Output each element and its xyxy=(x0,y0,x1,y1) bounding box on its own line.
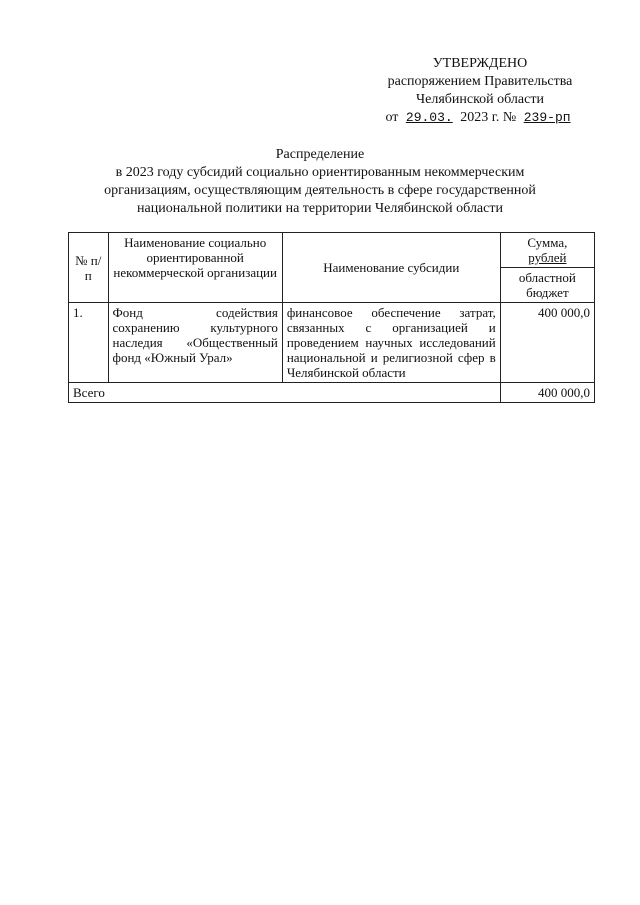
approval-line-2: Челябинской области xyxy=(416,92,544,107)
distribution-table xyxy=(68,232,595,403)
approval-block xyxy=(370,55,590,127)
total-value: 400 000,0 xyxy=(500,383,594,403)
heading-line-2: в 2023 году субсидий социально ориентированным некоммерческим xyxy=(115,165,525,180)
table-header-row xyxy=(69,233,595,268)
approval-title: УТВЕРЖДЕНО xyxy=(432,56,528,71)
row-org: Фонд содействия сохранению культурного наследия «Общественный фонд «Южный Урал» xyxy=(108,303,282,383)
heading-line-4: национальной политики на территории Челябинской области xyxy=(137,201,503,216)
table-total-row xyxy=(69,383,595,403)
date-prefix: от xyxy=(385,110,399,125)
approval-date-line xyxy=(370,109,590,127)
header-num: № п/п xyxy=(69,233,109,303)
header-sum-line-1: Сумма, xyxy=(527,235,568,250)
header-sum-line-2: рублей xyxy=(528,250,567,265)
total-label: Всего xyxy=(69,383,501,403)
heading-line-3: организациям, осуществляющим деятельность в сфере государственной xyxy=(104,183,536,198)
row-num: 1. xyxy=(69,303,109,383)
document-heading xyxy=(70,146,570,218)
header-org: Наименование социально ориентированной некоммерческой организации xyxy=(108,233,282,303)
header-subsidy: Наименование субсидии xyxy=(282,233,500,303)
approval-line-1: распоряжением Правительства xyxy=(387,74,573,89)
heading-title: Распределение xyxy=(275,147,365,162)
order-number: 239-рп xyxy=(523,110,571,125)
table-row xyxy=(69,303,595,383)
date-suffix: 2023 г. № xyxy=(460,110,517,125)
header-sum xyxy=(500,233,594,268)
header-budget: областной бюджет xyxy=(500,268,594,303)
row-sum: 400 000,0 xyxy=(500,303,594,383)
date-value: 29.03. xyxy=(405,110,453,125)
row-subsidy: финансовое обеспечение затрат, связанных с организацией и проведением научных исследований национальной и религиозной сфер в Челябинской области xyxy=(282,303,500,383)
